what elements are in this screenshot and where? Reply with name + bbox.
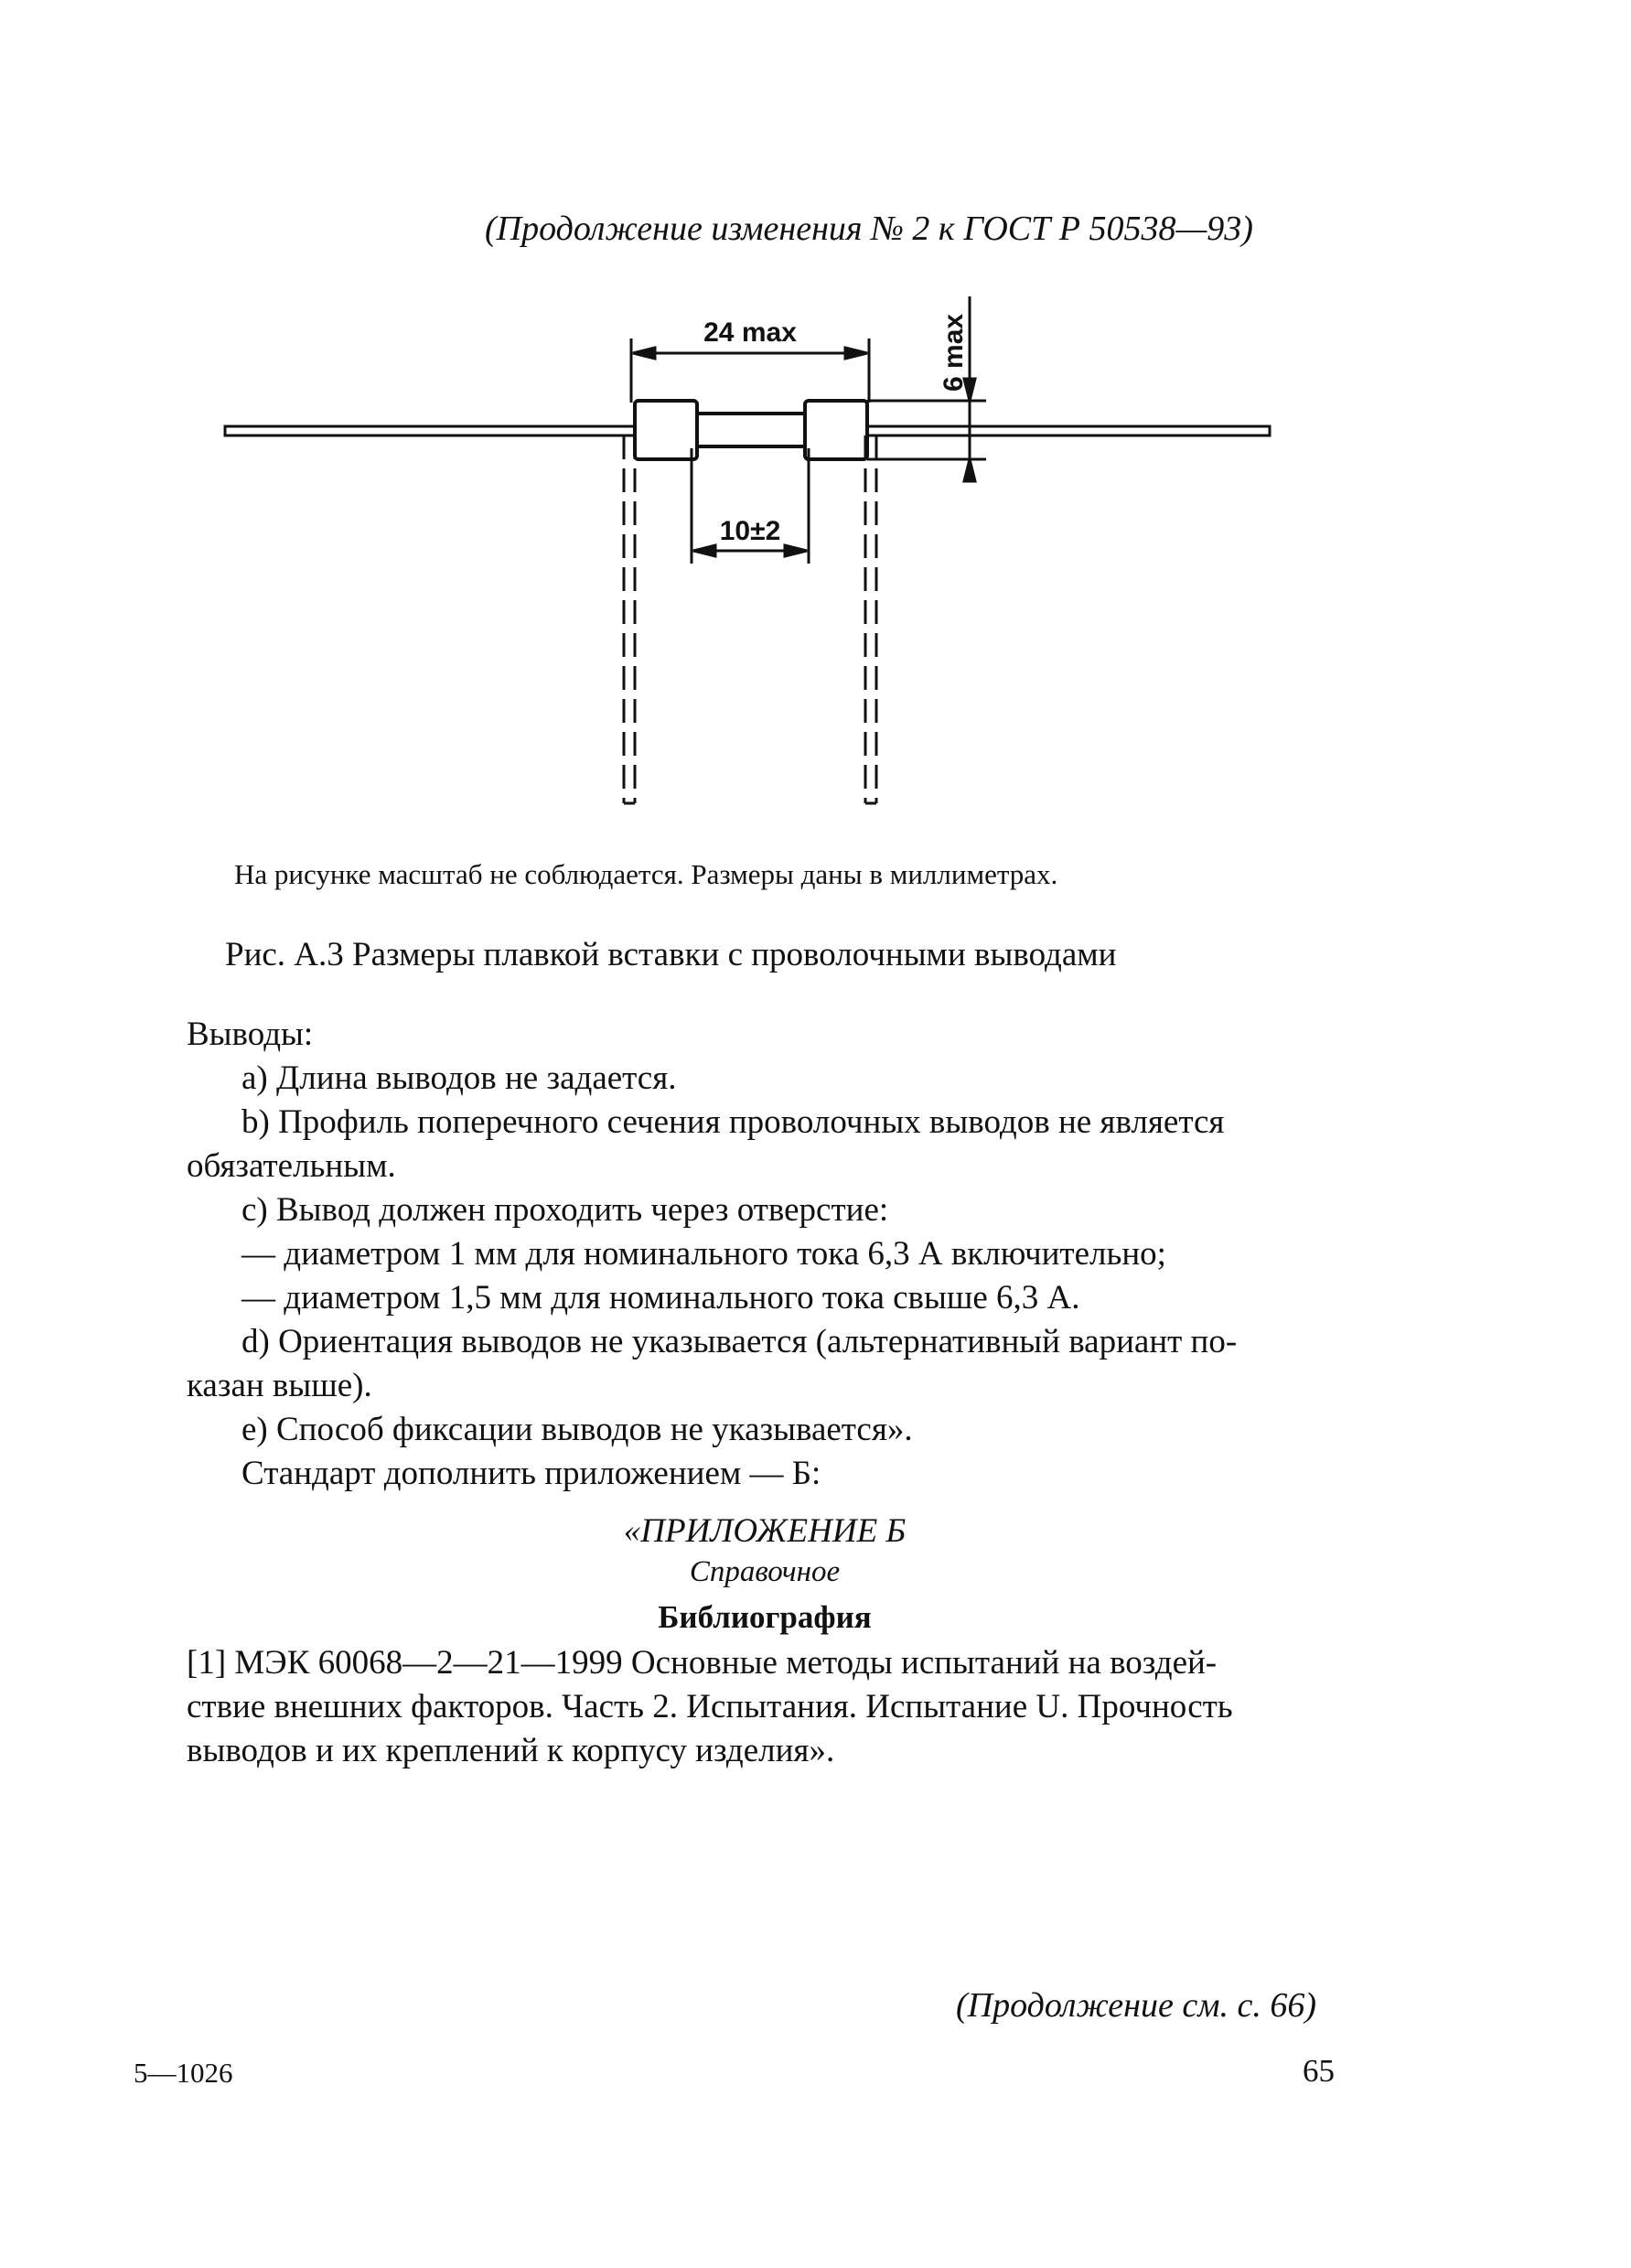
lead-wire-left: [225, 426, 642, 435]
figure-note: На рисунке масштаб не соблюдается. Размеры даны в миллиметрах.: [234, 858, 1058, 890]
alternative-lead-left: [624, 435, 635, 803]
paragraph: Стандарт дополнить приложением — Б:: [241, 1455, 821, 1492]
paragraph: а) Длина выводов не задается.: [241, 1059, 677, 1097]
page-number: 65: [1303, 2053, 1335, 2089]
bibliography: [132, 1641, 1343, 1773]
dimension-gap: [692, 448, 809, 564]
dimension-height-label: 6 max: [939, 313, 969, 392]
lead-wire-right: [854, 426, 1270, 435]
paragraph: Выводы:: [187, 1016, 314, 1053]
paragraph: d) Ориентация выводов не указывается (альтернативный вариант по-: [241, 1323, 1238, 1360]
paragraph: обязательным.: [187, 1147, 396, 1185]
fuse-drawing: [210, 274, 1326, 833]
continuation-note: (Продолжение см. с. 66): [956, 1986, 1317, 2025]
dimension-gap-label: 10±2: [719, 516, 781, 546]
bibliography-line: выводов и их креплений к корпусу изделия».: [187, 1732, 835, 1769]
paragraph: — диаметром 1,5 мм для номинального тока свыше 6,3 А.: [241, 1279, 1080, 1317]
paragraph: казан выше).: [187, 1367, 372, 1404]
paragraph: c) Вывод должен проходить через отверстие:: [241, 1191, 889, 1229]
footer-code: 5—1026: [134, 2057, 233, 2089]
figure-caption: Рис. А.3 Размеры плавкой вставки с проволочными выводами: [225, 936, 1117, 973]
leads-section: [187, 1013, 1343, 1496]
appendix-title: «ПРИЛОЖЕНИЕ Б: [623, 1512, 907, 1550]
fuse-body: [635, 401, 867, 459]
dimension-length: [631, 339, 869, 403]
paragraph: e) Способ фиксации выводов не указывается».: [241, 1411, 913, 1448]
paragraph: — диаметром 1 мм для номинального тока 6,3 А включительно;: [241, 1235, 1166, 1273]
bibliography-line: [1] МЭК 60068—2—21—1999 Основные методы испытаний на воздей-: [187, 1644, 1218, 1682]
dimension-length-label: 24 max: [703, 317, 797, 348]
appendix-subtitle: Справочное: [689, 1555, 841, 1588]
bibliography-line: ствие внешних факторов. Часть 2. Испытания. Испытание U. Прочность: [187, 1688, 1233, 1725]
paragraph: b) Профиль поперечного сечения проволочных выводов не является: [241, 1103, 1225, 1141]
alternative-lead-right: [865, 435, 876, 803]
page-header: (Продолжение изменения № 2 к ГОСТ Р 50538—93): [485, 210, 1253, 248]
appendix-heading: Библиография: [658, 1599, 872, 1635]
